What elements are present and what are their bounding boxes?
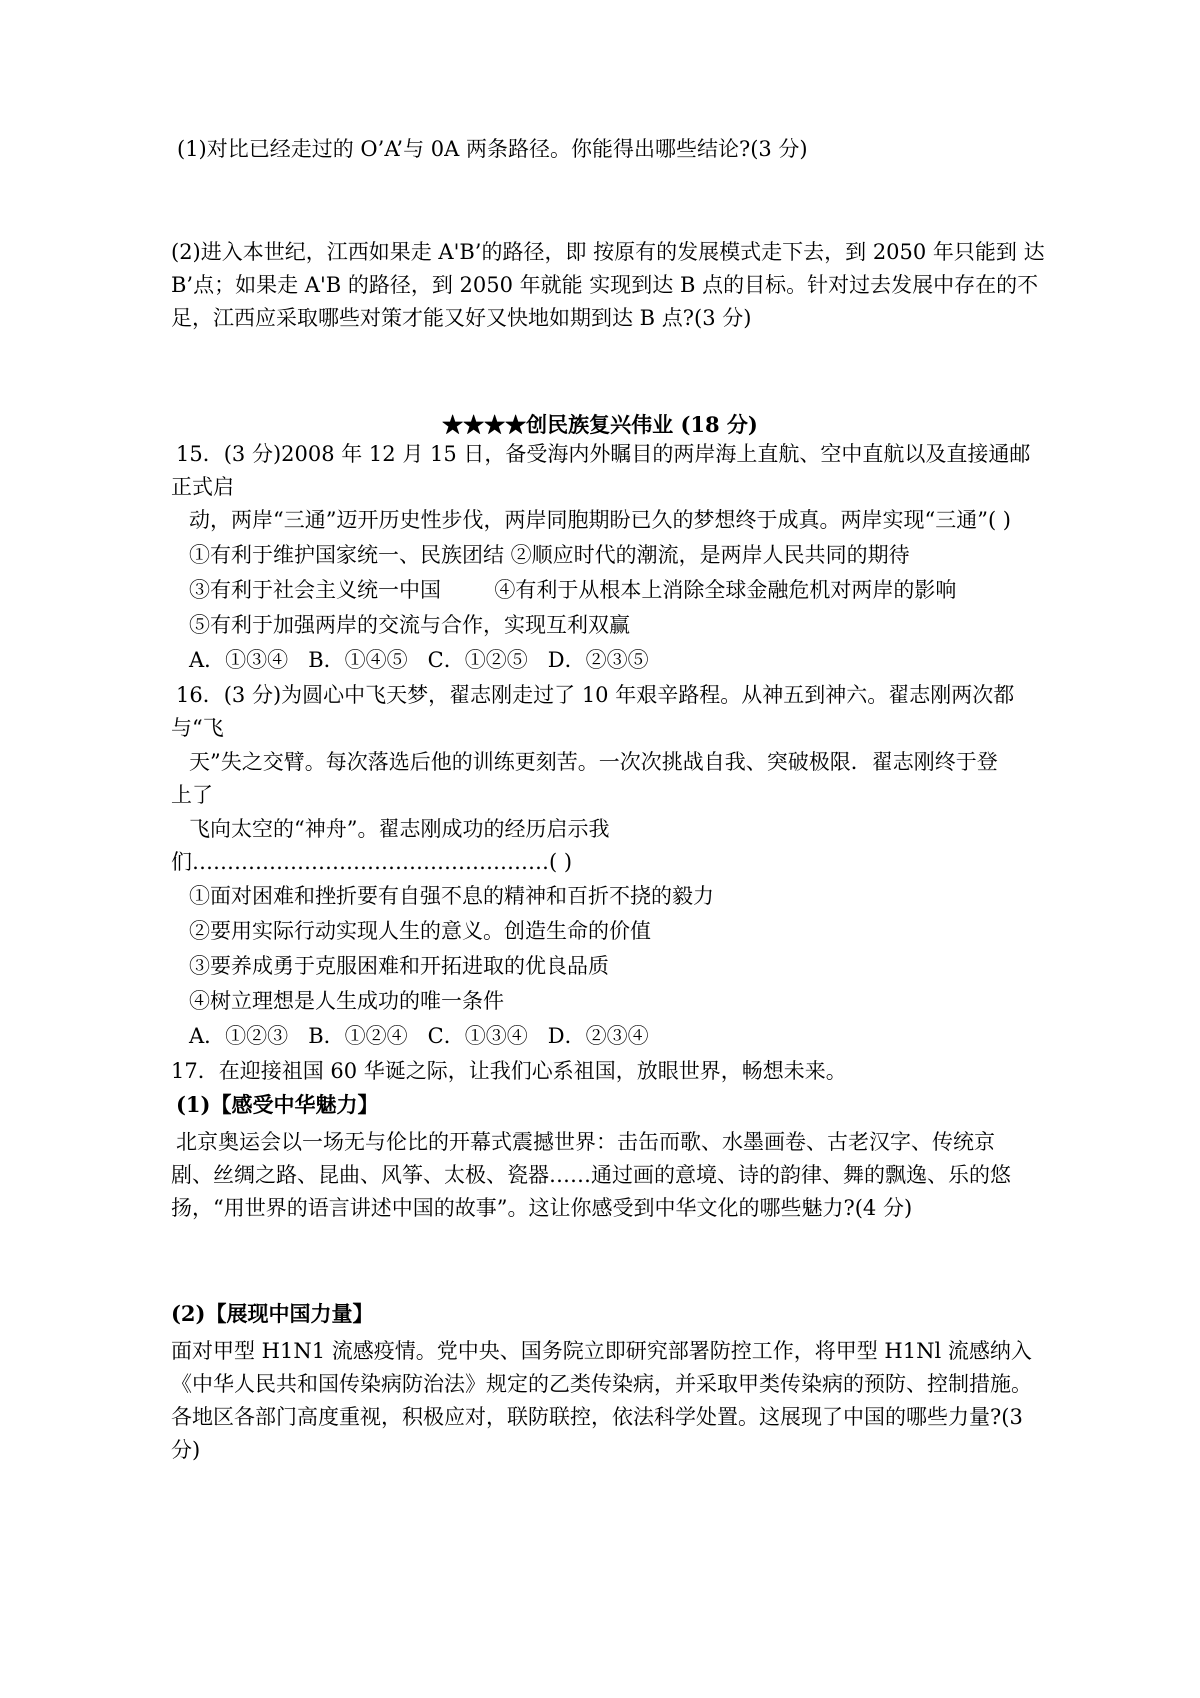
q17-part1-line2: 剧、丝绸之路、昆曲、风筝、太极、瓷器……通过画的意境、诗的韵律、舞的飘逸、乐的悠 [171,1163,1011,1187]
q15-statement-3: ⑤有利于加强两岸的交流与合作，实现互利双赢 [189,613,630,637]
q16-stem-line1: 16．(3 分)为圆心中飞天梦，翟志刚走过了 10 年艰辛路程。从神五到神六。翟志刚两次都 [176,683,1015,707]
q16-stem-line4: 上了 [171,783,213,807]
q16-statement-2: ②要用实际行动实现人生的意义。创造生命的价值 [189,919,651,943]
q17-part2-line4: 分) [171,1438,201,1462]
q16-statement-4: ④树立理想是人生成功的唯一条件 [189,989,504,1013]
q16-stem-line5: 飞向太空的“神舟”。翟志刚成功的经历启示我 [189,817,610,841]
q16-options: A．①②③ B．①②④ C．①③④ D．②③④ [189,1024,649,1048]
q17-part2-line3: 各地区各部门高度重视，积极应对，联防联控，依法科学处置。这展现了中国的哪些力量?(3 [171,1405,1023,1429]
q16-stem-line6: 们……………………………………………( ) [171,850,573,874]
q15-options: A．①③④ B．①④⑤ C．①②⑤ D．②③⑤ [189,648,649,672]
q17-part1-line1: 北京奥运会以一场无与伦比的开幕式震撼世界：击缶而歌、水墨画卷、古老汉字、传统京 [176,1130,995,1154]
q15-stem-line3: 动，两岸“三通”迈开历史性步伐，两岸同胞期盼已久的梦想终于成真。两岸实现“三通”( ) [189,508,1012,532]
q16-statement-1: ①面对困难和挫折要有自强不息的精神和百折不挠的毅力 [189,884,714,908]
q17-part2-line2: 《中华人民共和国传染病防治法》规定的乙类传染病，并采取甲类传染病的预防、控制措施。 [171,1372,1032,1396]
q15-stem-line1: 15．(3 分)2008 年 12 月 15 日，备受海内外瞩目的两岸海上直航、空中直航以及直接通邮 [176,442,1031,466]
section-heading: ★★★★创民族复兴伟业 (18 分) [442,412,758,437]
q14-part2-line3: 足，江西应采取哪些对策才能又好又快地如期到达 B 点?(3 分) [171,306,752,330]
q16-stem-line3: 天”失之交臂。每次落选后他的训练更刻苦。一次次挑战自我、突破极限．翟志刚终于登 [189,750,998,774]
q16-stem-line2: 与“飞 [171,716,224,740]
q14-part1: (1)对比已经走过的 O’A’与 0A 两条路径。你能得出哪些结论?(3 分) [177,137,808,161]
q14-part2-line2: B’点；如果走 A'B 的路径，到 2050 年就能 实现到达 B 点的目标。针对过去发展中存在的不 [171,273,1039,297]
q16-statement-3: ③要养成勇于克服困难和开拓进取的优良品质 [189,954,609,978]
q15-statement-1: ①有利于维护国家统一、民族团结 ②顺应时代的潮流，是两岸人民共同的期待 [189,543,910,567]
q15-stem-line2: 正式启 [171,475,234,499]
q17-part1-heading: (1)【感受中华魅力】 [176,1092,379,1117]
q17-intro: 17．在迎接祖国 60 华诞之际，让我们心系祖国，放眼世界，畅想未来。 [171,1059,847,1083]
q15-statement-2: ③有利于社会主义统一中国 ④有利于从根本上消除全球金融危机对两岸的影响 [189,578,957,602]
q17-part2-line1: 面对甲型 H1N1 流感疫情。党中央、国务院立即研究部署防控工作，将甲型 H1Nl 流感纳入 [171,1339,1032,1363]
q17-part1-line3: 扬，“用世界的语言讲述中国的故事”。这让你感受到中华文化的哪些魅力?(4 分) [171,1196,913,1220]
q14-part2-line1: (2)进入本世纪，江西如果走 A'B’的路径，即 按原有的发展模式走下去，到 2050 年只能到 达 [171,240,1045,264]
q17-part2-heading: (2)【展现中国力量】 [171,1301,374,1326]
